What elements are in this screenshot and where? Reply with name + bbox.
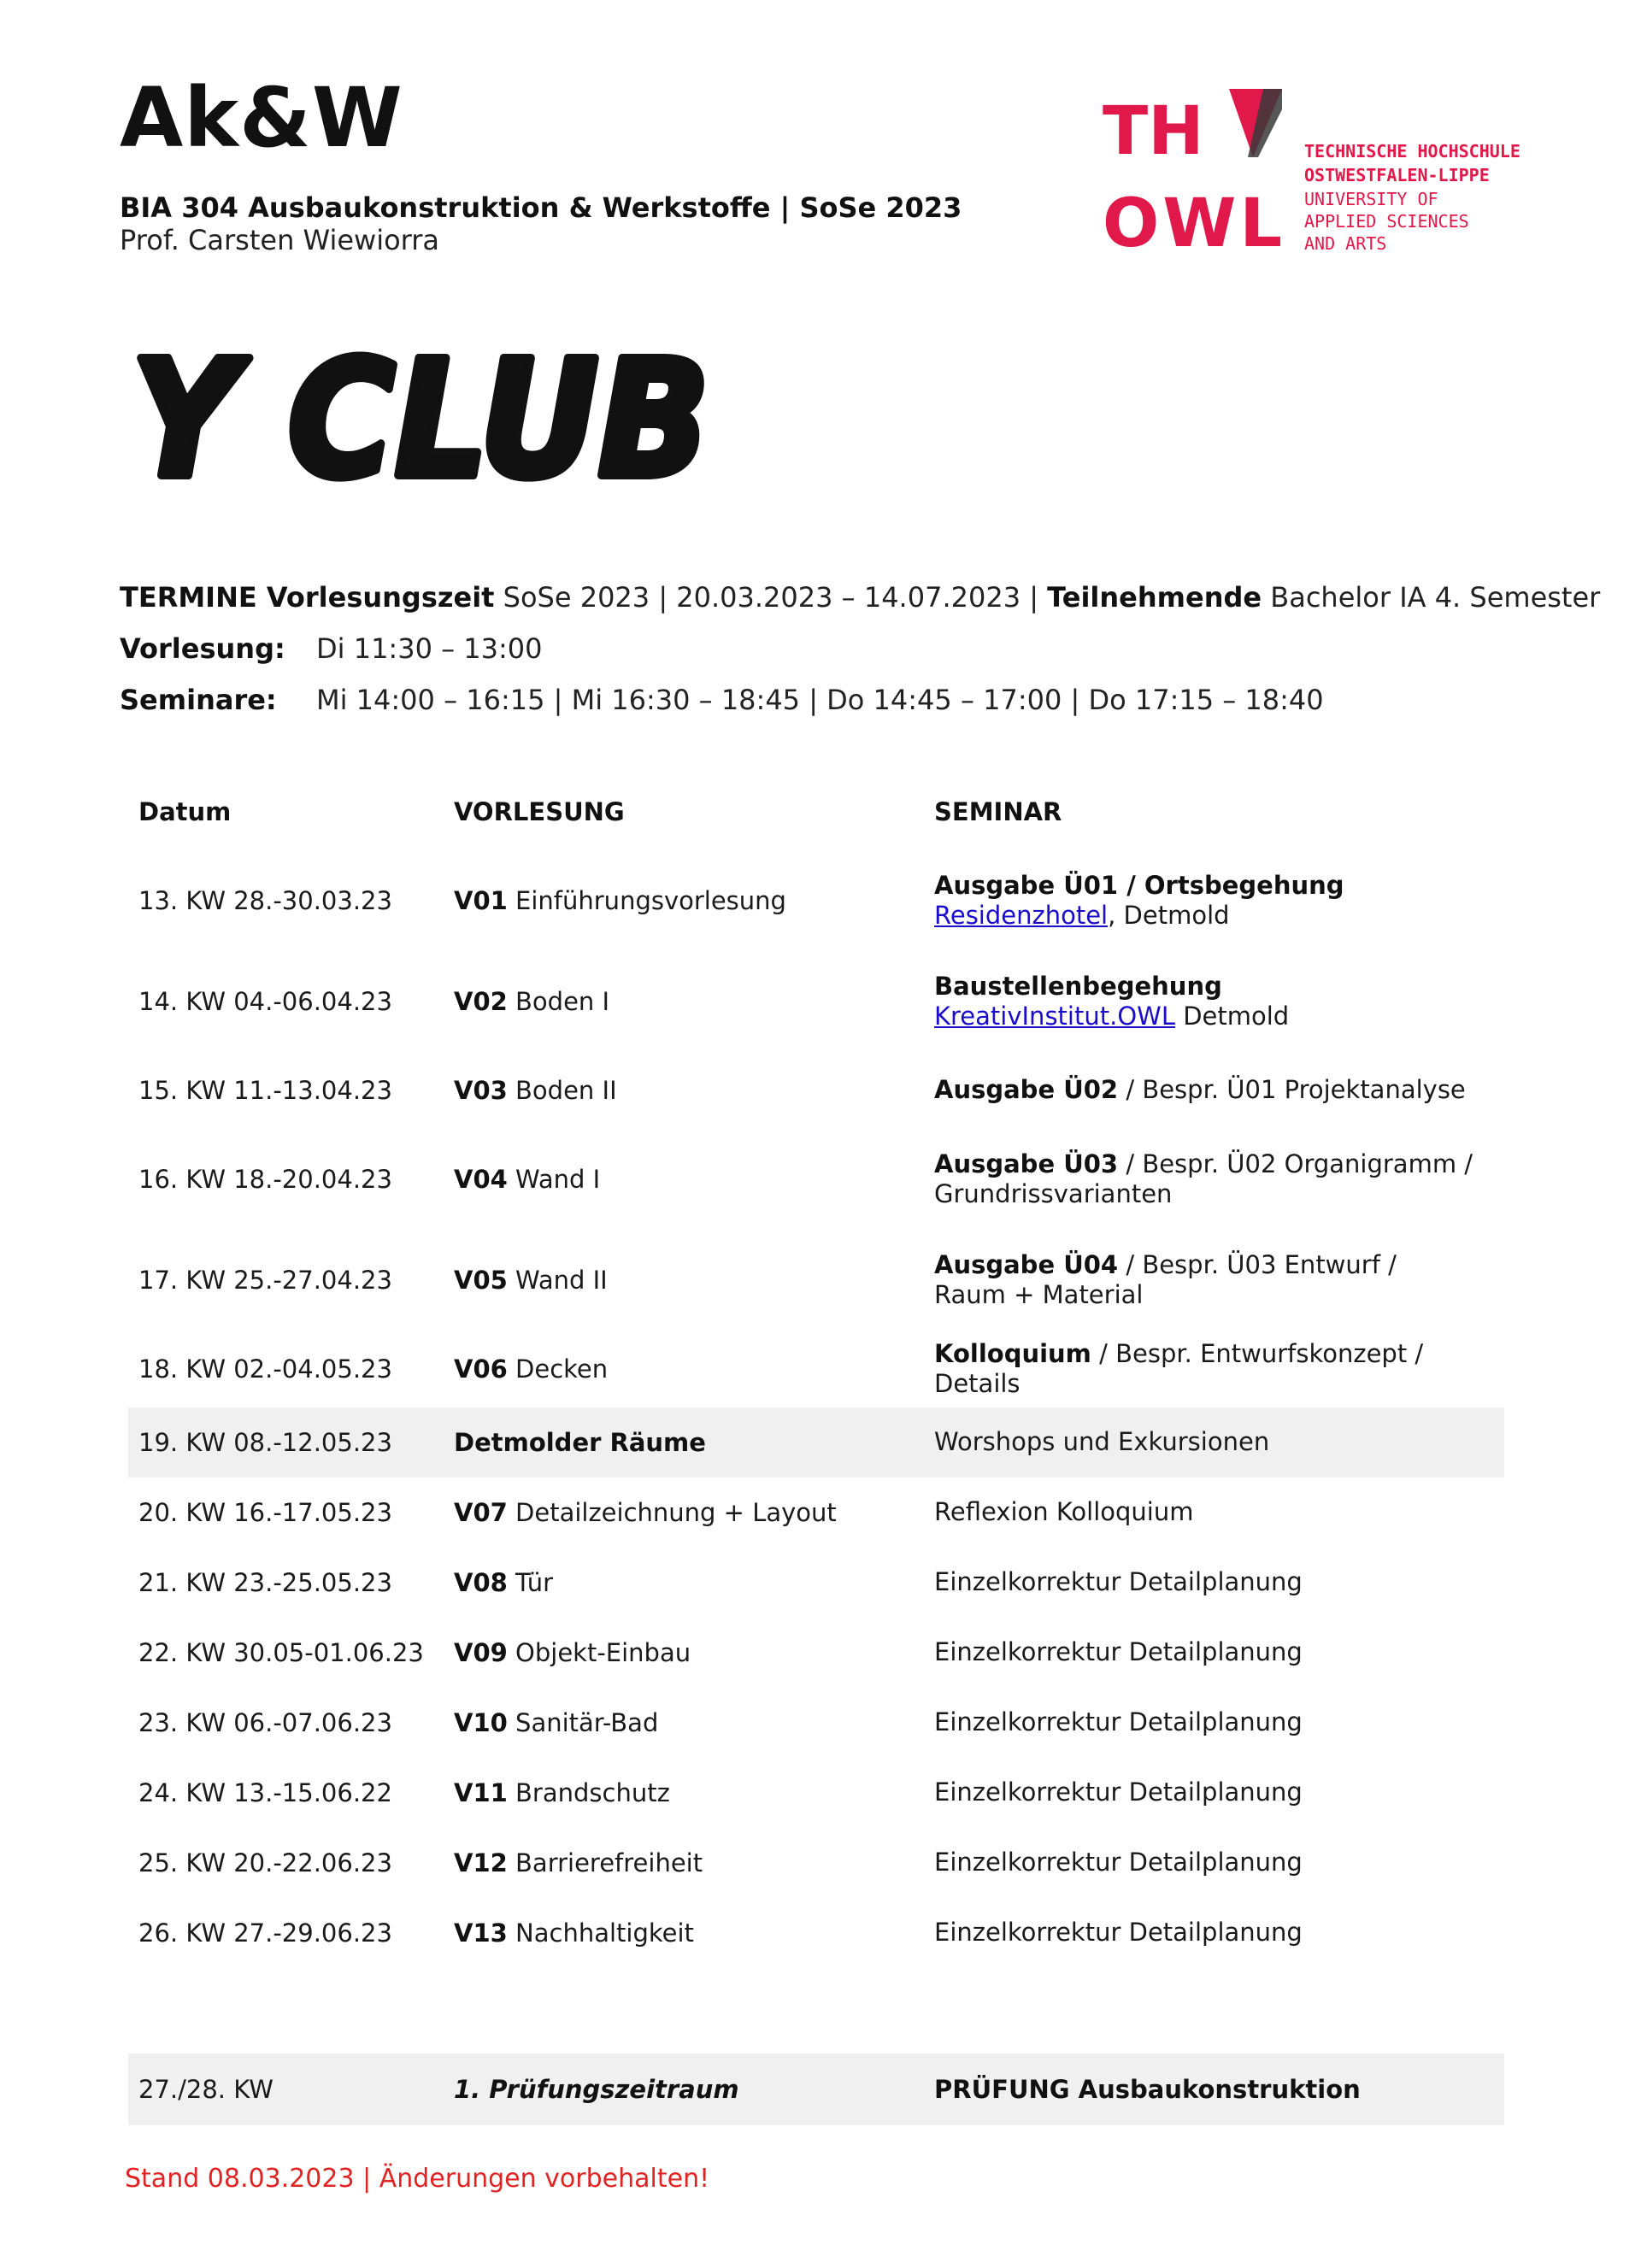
termine-line: TERMINE Vorlesungszeit SoSe 2023 | 20.03.2023 – 14.07.2023 | Teilnehmende Bachelor IA 4. Semester — [120, 581, 1601, 614]
vorlesung-title: Objekt-Einbau — [515, 1638, 691, 1667]
logo-mark-top: TH — [1103, 93, 1204, 170]
cell-vorlesung — [444, 1618, 924, 1688]
seminar-text-line2: Raum + Material — [934, 1280, 1144, 1309]
course-title: BIA 304 Ausbaukonstruktion & Werkstoffe | SoSe 2023 — [120, 191, 962, 224]
seminar-text-line2: Grundrissvarianten — [934, 1179, 1173, 1208]
cell-seminar — [924, 1828, 1504, 1898]
vorlesung-code: V01 — [454, 886, 508, 915]
cell-vorlesung — [444, 1548, 924, 1618]
table-row — [128, 1331, 1504, 1407]
logo-line: TECHNISCHE HOCHSCHULE — [1304, 141, 1520, 162]
cell-vorlesung — [444, 1407, 924, 1478]
cell-datum: 16. KW 18.-20.04.23 — [138, 1165, 392, 1194]
vorlesung-title: Tür — [515, 1568, 554, 1597]
cell-vorlesung — [444, 850, 924, 951]
y-club-text: Y CLUB — [132, 326, 709, 504]
cell-vorlesung — [444, 1129, 924, 1230]
table-row — [128, 1478, 1504, 1548]
cell-datum: 18. KW 02.-04.05.23 — [138, 1354, 392, 1384]
seminar-text: Einzelkorrektur Detailplanung — [934, 1777, 1303, 1807]
cell-seminar — [924, 1478, 1504, 1548]
table-row — [128, 1230, 1504, 1331]
vorlesung-code: V04 — [454, 1165, 508, 1194]
vorlesung-title: Barrierefreiheit — [515, 1848, 703, 1877]
seminar-heading: Ausgabe Ü02 — [934, 1075, 1119, 1105]
exam-row — [128, 2054, 1504, 2125]
logo-line: UNIVERSITY OF — [1304, 189, 1438, 209]
table-row — [128, 1828, 1504, 1898]
vorlesung-code: V02 — [454, 987, 508, 1016]
vorlesung-title: Nachhaltigkeit — [515, 1918, 694, 1948]
table-row — [128, 1758, 1504, 1828]
vorlesung-title: Detmolder Räume — [454, 1428, 706, 1457]
cell-datum: 17. KW 25.-27.04.23 — [138, 1266, 392, 1295]
vorlesung-code: V09 — [454, 1638, 508, 1667]
cell-vorlesung — [444, 1230, 924, 1331]
vorlesung-title: Decken — [515, 1354, 609, 1384]
vorlesung-code: V07 — [454, 1498, 508, 1527]
exam-title: PRÜFUNG Ausbaukonstruktion — [924, 2054, 1504, 2125]
vorlesung-code: V11 — [454, 1778, 508, 1807]
vorlesung-line: Vorlesung: Di 11:30 – 13:00 — [120, 632, 543, 665]
seminar-heading: Baustellenbegehung — [934, 971, 1222, 1001]
spacer-row — [128, 1968, 1504, 2054]
table-row — [128, 1407, 1504, 1478]
vorlesung-code: V12 — [454, 1848, 508, 1877]
cell-vorlesung — [444, 1478, 924, 1548]
cell-datum: 13. KW 28.-30.03.23 — [138, 886, 392, 915]
vorlesung-code: V06 — [454, 1354, 508, 1384]
th-owl-logo — [1103, 85, 1547, 256]
cell-seminar — [924, 1758, 1504, 1828]
logo-line: OSTWESTFALEN-LIPPE — [1304, 165, 1490, 185]
cell-vorlesung — [444, 1898, 924, 1968]
seminare-line: Seminare: Mi 14:00 – 16:15 | Mi 16:30 – 18:45 | Do 14:45 – 17:00 | Do 17:15 – 18:40 — [120, 684, 1324, 716]
vorlesung-title: Brandschutz — [515, 1778, 670, 1807]
cell-datum: 24. KW 13.-15.06.22 — [138, 1778, 392, 1807]
vorlesung-title: Wand II — [515, 1266, 608, 1295]
seminar-text: / Bespr. Ü01 Projektanalyse — [1118, 1075, 1466, 1105]
seminar-text: Einzelkorrektur Detailplanung — [934, 1918, 1303, 1948]
cell-seminar — [924, 951, 1504, 1052]
vorlesung-title: Wand I — [515, 1165, 601, 1194]
seminar-text: / Bespr. Ü02 Organigramm / — [1118, 1149, 1473, 1178]
logo-line: AND ARTS — [1304, 233, 1387, 254]
table-row — [128, 1898, 1504, 1968]
seminar-location: , Detmold — [1108, 901, 1230, 930]
cell-vorlesung — [444, 1758, 924, 1828]
seminar-text: Reflexion Kolloquium — [934, 1497, 1194, 1527]
professor-name: Prof. Carsten Wiewiorra — [120, 224, 440, 256]
cell-vorlesung — [444, 1331, 924, 1407]
cell-datum: 23. KW 06.-07.06.23 — [138, 1708, 392, 1737]
cell-seminar — [924, 1129, 1504, 1230]
cell-datum: 22. KW 30.05-01.06.23 — [138, 1638, 424, 1667]
cell-seminar — [924, 1618, 1504, 1688]
seminar-heading: Ausgabe Ü03 — [934, 1149, 1119, 1178]
header-vorlesung: VORLESUNG — [454, 797, 625, 826]
table-row — [128, 1688, 1504, 1758]
y-club-banner — [128, 316, 718, 504]
cell-seminar — [924, 1052, 1504, 1129]
document-title: Ak&W — [120, 70, 403, 166]
vorlesung-code: V05 — [454, 1266, 508, 1295]
table-row — [128, 1052, 1504, 1129]
table-row — [128, 1129, 1504, 1230]
cell-datum: 21. KW 23.-25.05.23 — [138, 1568, 392, 1597]
vorlesung-code: V03 — [454, 1076, 508, 1105]
cell-seminar — [924, 1407, 1504, 1478]
table-row — [128, 951, 1504, 1052]
vorlesung-code: V08 — [454, 1568, 508, 1597]
cell-datum: 25. KW 20.-22.06.23 — [138, 1848, 392, 1877]
seminar-text: Worshops und Exkursionen — [934, 1427, 1270, 1457]
cell-datum: 14. KW 04.-06.04.23 — [138, 987, 392, 1016]
table-row — [128, 1548, 1504, 1618]
exam-datum: 27./28. KW — [128, 2054, 444, 2125]
cell-vorlesung — [444, 1828, 924, 1898]
exam-period: 1. Prüfungszeitraum — [444, 2054, 924, 2125]
cell-seminar — [924, 850, 1504, 951]
table-header-row — [128, 773, 1504, 850]
cell-seminar — [924, 1898, 1504, 1968]
cell-vorlesung — [444, 1052, 924, 1129]
table-row — [128, 850, 1504, 951]
vorlesung-title: Einführungsvorlesung — [515, 886, 786, 915]
seminar-link[interactable]: Residenzhotel — [934, 901, 1109, 930]
vorlesung-code: V13 — [454, 1918, 508, 1948]
seminar-text: Einzelkorrektur Detailplanung — [934, 1848, 1303, 1877]
seminar-heading: Kolloquium — [934, 1338, 1091, 1368]
seminar-location: Detmold — [1174, 1002, 1290, 1031]
cell-seminar — [924, 1230, 1504, 1331]
seminar-link[interactable]: KreativInstitut.OWL — [934, 1002, 1175, 1031]
cell-datum: 19. KW 08.-12.05.23 — [128, 1407, 444, 1478]
vorlesung-code: V10 — [454, 1708, 508, 1737]
schedule-table — [128, 773, 1504, 2125]
header-datum: Datum — [138, 797, 232, 826]
header-seminar: SEMINAR — [934, 797, 1062, 826]
cell-vorlesung — [444, 951, 924, 1052]
vorlesung-title: Sanitär-Bad — [515, 1708, 659, 1737]
vorlesung-title: Boden I — [515, 987, 610, 1016]
table-row — [128, 1618, 1504, 1688]
seminar-text: Einzelkorrektur Detailplanung — [934, 1637, 1303, 1667]
cell-datum: 15. KW 11.-13.04.23 — [138, 1076, 392, 1105]
seminar-heading: Ausgabe Ü01 / Ortsbegehung — [934, 870, 1344, 900]
cell-datum: 26. KW 27.-29.06.23 — [138, 1918, 392, 1948]
seminar-text: / Bespr. Entwurfskonzept / Details — [934, 1338, 1424, 1398]
cell-seminar — [924, 1548, 1504, 1618]
cell-seminar — [924, 1331, 1504, 1407]
cell-datum: 20. KW 16.-17.05.23 — [138, 1498, 392, 1527]
vorlesung-title: Boden II — [515, 1076, 617, 1105]
logo-mark-bottom: OWL — [1103, 185, 1286, 256]
seminar-heading: Ausgabe Ü04 — [934, 1249, 1119, 1279]
seminar-text: / Bespr. Ü03 Entwurf / — [1118, 1249, 1397, 1279]
seminar-text: Einzelkorrektur Detailplanung — [934, 1567, 1303, 1597]
cell-vorlesung — [444, 1688, 924, 1758]
vorlesung-title: Detailzeichnung + Layout — [515, 1498, 837, 1527]
cell-seminar — [924, 1688, 1504, 1758]
footer-note: Stand 08.03.2023 | Änderungen vorbehalten! — [125, 2164, 710, 2194]
seminar-text: Einzelkorrektur Detailplanung — [934, 1707, 1303, 1737]
logo-line: APPLIED SCIENCES — [1304, 211, 1469, 232]
